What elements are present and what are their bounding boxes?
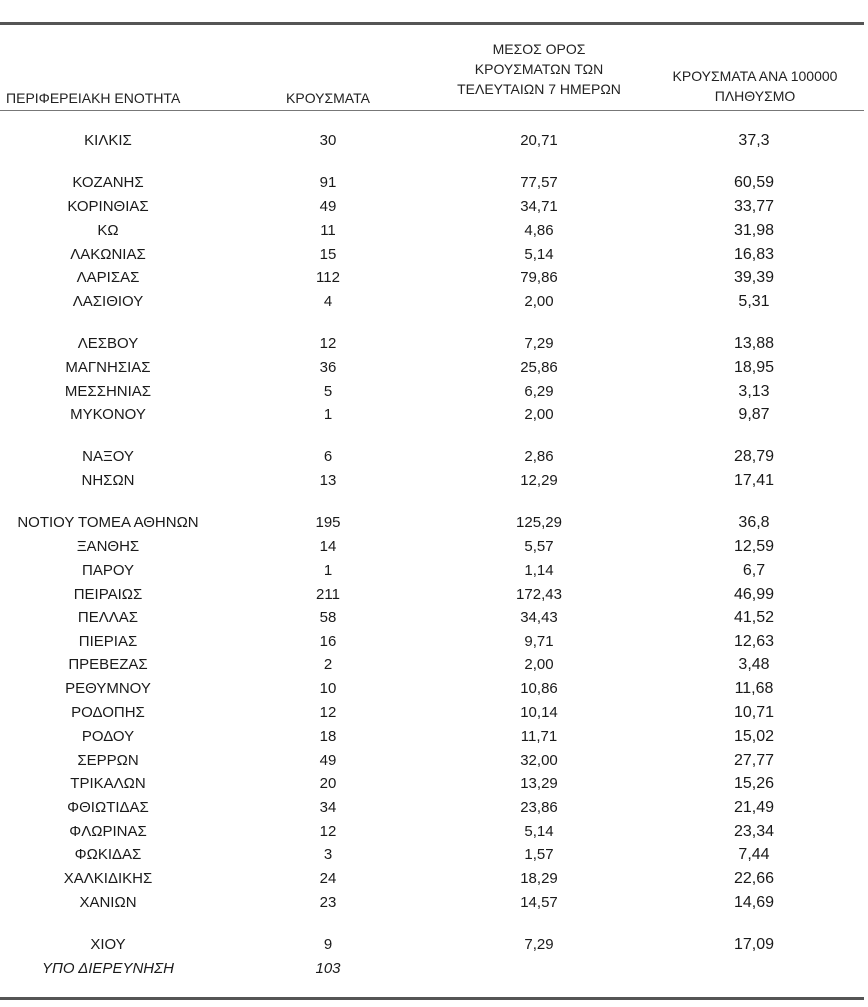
cell-region: ΛΕΣΒΟΥ [77, 335, 139, 352]
cell-avg7: 2,00 [524, 656, 554, 673]
cell-cases: 16 [319, 633, 337, 650]
cell-per100k: 3,48 [738, 656, 770, 673]
table-row [0, 933, 868, 956]
cell-region: ΝΟΤΙΟΥ ΤΟΜΕΑ ΑΘΗΝΩΝ [17, 514, 199, 531]
cell-cases: 2 [323, 656, 333, 673]
cell-region: ΛΑΡΙΣΑΣ [76, 269, 140, 286]
cell-region: ΚΙΛΚΙΣ [84, 132, 132, 149]
cell-region: ΜΑΓΝΗΣΙΑΣ [65, 359, 151, 376]
cell-avg7: 10,14 [520, 704, 558, 721]
table-row [0, 772, 868, 795]
cell-per100k: 6,7 [742, 562, 766, 579]
table-row [0, 583, 868, 606]
table-row [0, 332, 868, 355]
cell-cases: 4 [323, 293, 333, 310]
cell-cases: 12 [319, 823, 337, 840]
table-row [0, 535, 868, 558]
cell-cases: 3 [323, 846, 333, 863]
cell-region: ΠΙΕΡΙΑΣ [78, 633, 138, 650]
cell-per100k: 28,79 [733, 448, 775, 465]
cell-cases: 24 [319, 870, 337, 887]
cell-per100k: 21,49 [733, 799, 775, 816]
cell-cases: 49 [319, 198, 337, 215]
cell-avg7: 2,00 [524, 293, 554, 310]
cell-region: ΠΕΛΛΑΣ [77, 609, 139, 626]
table-row [0, 653, 868, 676]
cell-region: ΡΟΔΟΠΗΣ [71, 704, 145, 721]
cell-avg7: 1,14 [524, 562, 554, 579]
cell-cases: 23 [319, 894, 337, 911]
cell-per100k: 46,99 [733, 586, 775, 603]
cell-per100k: 15,02 [733, 728, 775, 745]
table-row [0, 749, 868, 772]
cell-per100k: 11,68 [734, 680, 774, 697]
cell-cases: 211 [316, 586, 340, 603]
table-row [0, 171, 868, 194]
header-rule [0, 110, 864, 111]
cell-avg7: 2,86 [524, 448, 554, 465]
table-row [0, 219, 868, 242]
cell-region: ΡΟΔΟΥ [81, 728, 135, 745]
cell-cases: 9 [323, 936, 333, 953]
cell-avg7: 9,71 [524, 633, 554, 650]
cell-region: ΡΕΘΥΜΝΟΥ [65, 680, 151, 697]
cell-per100k: 60,59 [733, 174, 775, 191]
cell-avg7: 2,00 [524, 406, 554, 423]
cell-cases: 49 [319, 752, 337, 769]
cell-region: ΣΕΡΡΩΝ [77, 752, 139, 769]
cell-avg7: 34,71 [520, 198, 558, 215]
cell-cases: 15 [319, 246, 337, 263]
cell-avg7: 14,57 [520, 894, 558, 911]
cell-cases: 36 [319, 359, 337, 376]
cell-avg7: 7,29 [524, 335, 554, 352]
cell-cases: 10 [319, 680, 337, 697]
top-rule [0, 22, 864, 25]
cell-avg7: 11,71 [520, 728, 558, 745]
table-row [0, 290, 868, 313]
cell-avg7: 5,57 [524, 538, 554, 555]
table-row [0, 725, 868, 748]
cell-avg7: 79,86 [520, 269, 558, 286]
cell-region: ΜΥΚΟΝΟΥ [70, 406, 146, 423]
cell-per100k: 23,34 [733, 823, 775, 840]
cell-per100k: 12,63 [733, 633, 775, 650]
table-row [0, 630, 868, 653]
table-row [0, 403, 868, 426]
cell-region: ΚΟΡΙΝΘΙΑΣ [67, 198, 149, 215]
cell-per100k: 7,44 [738, 846, 770, 863]
cell-region: ΧΑΝΙΩΝ [79, 894, 137, 911]
bottom-rule [0, 997, 864, 1000]
cell-per100k: 41,52 [733, 609, 775, 626]
cell-per100k: 13,88 [733, 335, 775, 352]
cell-per100k: 10,71 [733, 704, 775, 721]
cell-region: ΜΕΣΣΗΝΙΑΣ [64, 383, 152, 400]
cell-cases: 103 [315, 960, 341, 977]
table-row [0, 867, 868, 890]
cell-region: ΦΘΙΩΤΙΔΑΣ [67, 799, 149, 816]
cell-region: ΠΑΡΟΥ [81, 562, 135, 579]
table-row [0, 891, 868, 914]
cell-per100k: 37,3 [738, 132, 770, 149]
cell-region: ΦΩΚΙΔΑΣ [74, 846, 142, 863]
cell-avg7: 23,86 [520, 799, 558, 816]
cell-avg7: 125,29 [516, 514, 562, 531]
table-row [0, 559, 868, 582]
cell-region: ΚΩ [97, 222, 119, 239]
table-row [0, 843, 868, 866]
cell-avg7: 25,86 [520, 359, 558, 376]
cell-avg7: 10,86 [520, 680, 558, 697]
cell-cases: 12 [319, 335, 337, 352]
cell-region: ΦΛΩΡΙΝΑΣ [69, 823, 147, 840]
cell-cases: 5 [323, 383, 333, 400]
cell-cases: 20 [319, 775, 337, 792]
table-row [0, 677, 868, 700]
cell-cases: 1 [323, 562, 333, 579]
header-avg7-line3: ΤΕΛΕΥΤΑΙΩΝ 7 ΗΜΕΡΩΝ [457, 81, 621, 97]
cell-avg7: 5,14 [524, 246, 554, 263]
cell-per100k: 5,31 [738, 293, 770, 310]
table-row [0, 243, 868, 266]
cell-cases: 30 [319, 132, 337, 149]
table-row [0, 380, 868, 403]
cell-region: ΚΟΖΑΝΗΣ [72, 174, 144, 191]
header-per100k-line1: ΚΡΟΥΣΜΑΤΑ ΑΝΑ 100000 [672, 68, 838, 84]
cell-region: ΧΑΛΚΙΔΙΚΗΣ [63, 870, 153, 887]
cell-per100k: 3,13 [738, 383, 770, 400]
cell-per100k: 12,59 [733, 538, 775, 555]
cell-per100k: 16,83 [733, 246, 775, 263]
cell-region: ΛΑΣΙΘΙΟΥ [72, 293, 144, 310]
cell-per100k: 27,77 [733, 752, 775, 769]
cell-per100k: 14,69 [733, 894, 775, 911]
cell-region: ΝΗΣΩΝ [81, 472, 135, 489]
table-row [0, 356, 868, 379]
cell-cases: 34 [319, 799, 337, 816]
cell-avg7: 172,43 [516, 586, 562, 603]
header-region: ΠΕΡΙΦΕΡΕΙΑΚΗ ΕΝΟΤΗΤΑ [6, 90, 181, 106]
cell-region: ΧΙΟΥ [90, 936, 126, 953]
cell-region: ΛΑΚΩΝΙΑΣ [70, 246, 146, 263]
cell-region: ΞΑΝΘΗΣ [76, 538, 140, 555]
cell-cases: 6 [323, 448, 333, 465]
table-row [0, 445, 868, 468]
table-row [0, 469, 868, 492]
header-avg7 [436, 39, 642, 99]
cell-region: ΠΕΙΡΑΙΩΣ [73, 586, 143, 603]
header-per100k-line2: ΠΛΗΘΥΣΜΟ [714, 88, 796, 104]
cell-per100k: 22,66 [733, 870, 775, 887]
cell-per100k: 18,95 [733, 359, 775, 376]
cell-region: ΠΡΕΒΕΖΑΣ [68, 656, 148, 673]
table-row [0, 957, 868, 980]
table-row [0, 701, 868, 724]
table-row [0, 511, 868, 534]
cell-cases: 195 [315, 514, 341, 531]
cell-per100k: 17,41 [733, 472, 775, 489]
table-row [0, 820, 868, 843]
cell-per100k: 17,09 [733, 936, 775, 953]
cell-avg7: 6,29 [524, 383, 554, 400]
cell-avg7: 77,57 [520, 174, 558, 191]
cell-cases: 11 [320, 222, 336, 239]
cell-per100k: 9,87 [738, 406, 770, 423]
cell-avg7: 13,29 [520, 775, 558, 792]
table-row [0, 796, 868, 819]
header-avg7-line2: ΚΡΟΥΣΜΑΤΩΝ ΤΩΝ [474, 61, 604, 77]
table-row [0, 129, 868, 152]
cell-avg7: 32,00 [520, 752, 558, 769]
cell-cases: 91 [319, 174, 337, 191]
cell-avg7: 7,29 [524, 936, 554, 953]
cell-avg7: 5,14 [524, 823, 554, 840]
table-row [0, 195, 868, 218]
cell-per100k: 15,26 [733, 775, 775, 792]
cell-per100k: 33,77 [733, 198, 775, 215]
cell-per100k: 36,8 [738, 514, 770, 531]
cell-avg7: 1,57 [524, 846, 554, 863]
cell-per100k: 39,39 [733, 269, 775, 286]
cell-region: ΤΡΙΚΑΛΩΝ [70, 775, 146, 792]
cell-avg7: 34,43 [520, 609, 558, 626]
cell-region: ΥΠΟ ΔΙΕΡΕΥΝΗΣΗ [42, 960, 174, 977]
cell-avg7: 20,71 [520, 132, 558, 149]
cell-cases: 1 [323, 406, 333, 423]
cell-avg7: 4,86 [524, 222, 554, 239]
header-per100k [644, 66, 866, 106]
cell-cases: 18 [319, 728, 337, 745]
table-row [0, 266, 868, 289]
cell-cases: 14 [319, 538, 337, 555]
cell-avg7: 18,29 [520, 870, 558, 887]
cell-cases: 12 [319, 704, 337, 721]
cell-cases: 112 [316, 269, 340, 286]
cell-region: ΝΑΞΟΥ [82, 448, 134, 465]
cell-cases: 58 [319, 609, 337, 626]
table-row [0, 606, 868, 629]
header-cases: ΚΡΟΥΣΜΑΤΑ [286, 90, 370, 106]
cell-cases: 13 [319, 472, 337, 489]
header-avg7-line1: ΜΕΣΟΣ ΟΡΟΣ [492, 41, 586, 57]
cell-avg7: 12,29 [520, 472, 558, 489]
cell-per100k: 31,98 [733, 222, 775, 239]
